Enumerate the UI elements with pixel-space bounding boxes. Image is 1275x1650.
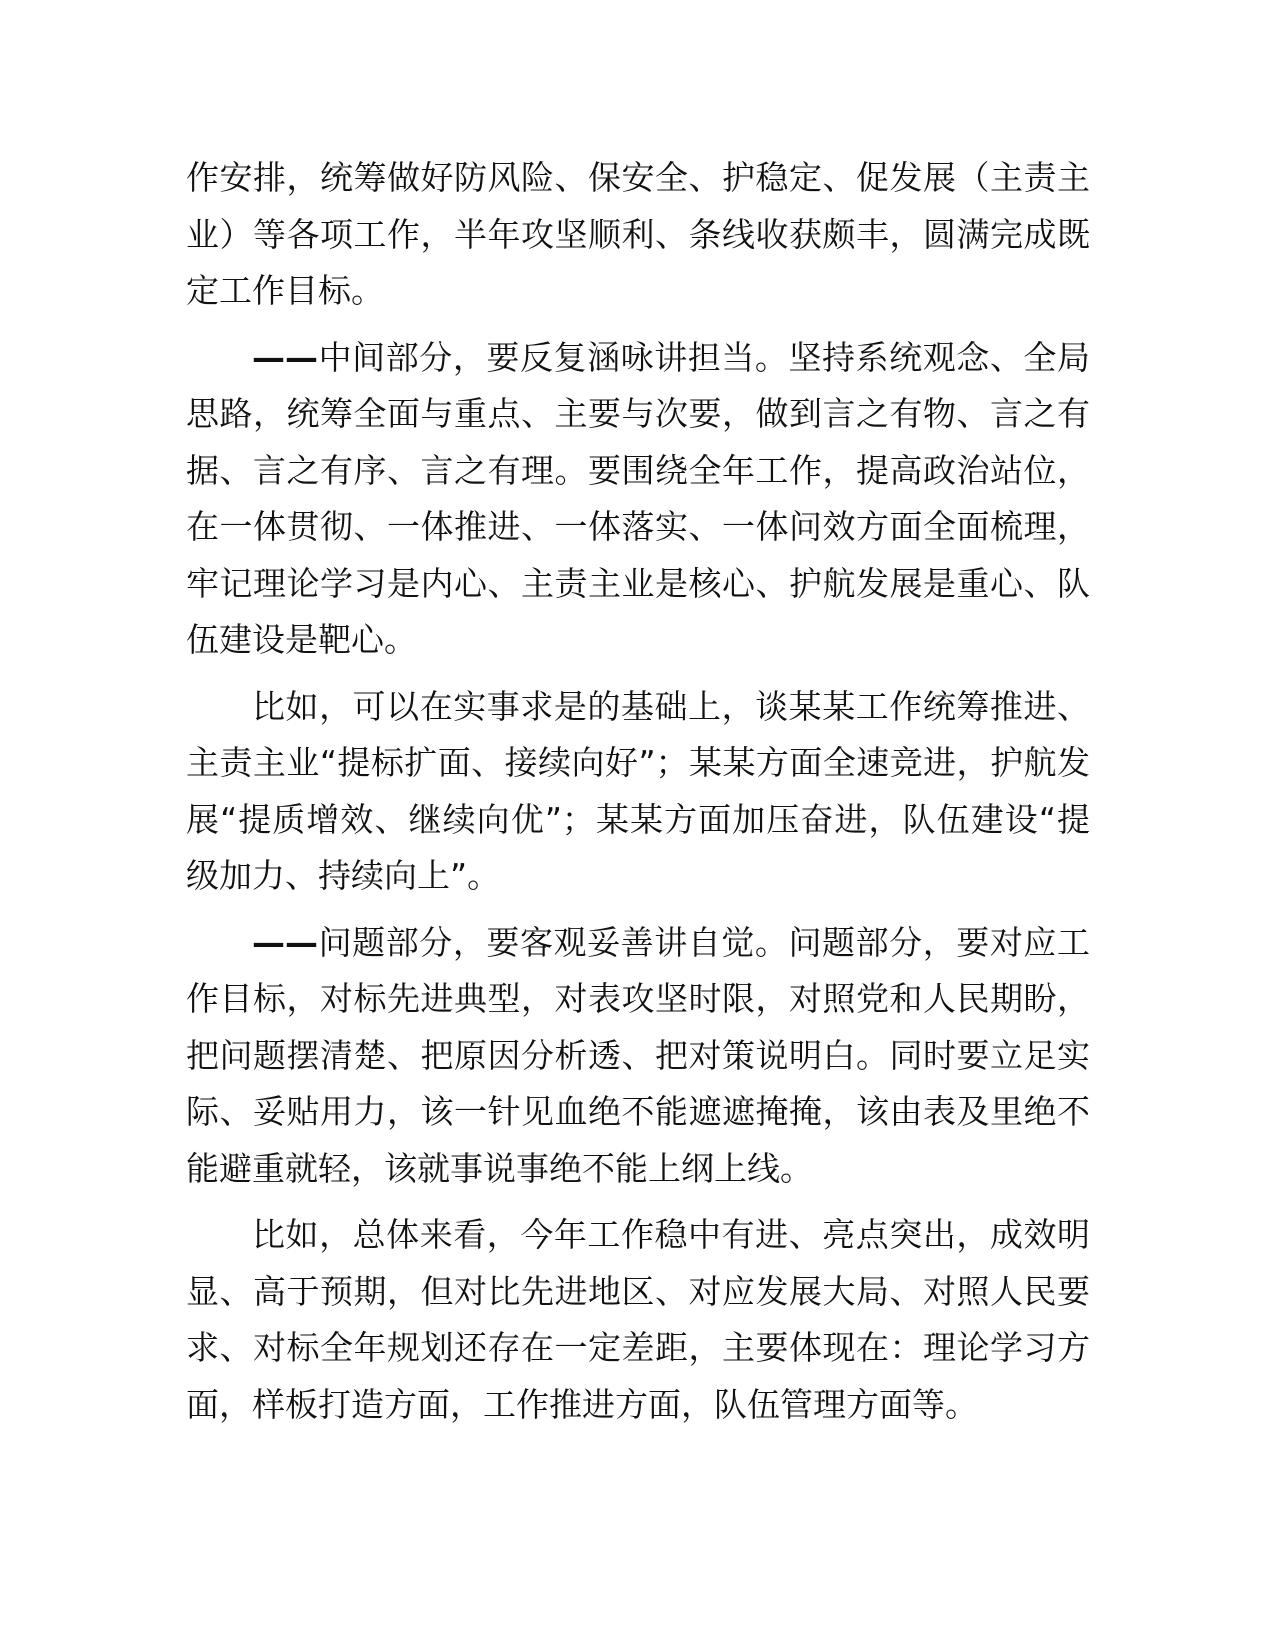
paragraph-text: 问题部分，要客观妥善讲自觉。问题部分，要对应工作目标，对标先进典型，对表攻坚时限，对照党和人民期盼，把问题摆清楚、把原因分析透、把对策说明白。同时要立足实际、妥贴用力，该一针见血绝不能遮遮掩掩，该由表及里绝不能避重就轻，该就事说事绝不能上纲上线。 [186,922,1090,1188]
paragraph-text: 中间部分，要反复涵咏讲担当。坚持系统观念、全局思路，统筹全面与重点、主要与次要，做到言之有物、言之有据、言之有序、言之有理。要围绕全年工作，提高政治站位，在一体贯彻、一体推进、一体落实、一体问效方面全面梳理，牢记理论学习是内心、主责主业是核心、护航发展是重心、队伍建设是靶心。 [186,337,1090,659]
em-dash-lead: —— [252,337,318,377]
paragraph-example-problem [186,1207,1090,1433]
paragraph-text: 比如，可以在实事求是的基础上，谈某某工作统筹推进、主责主业“提标扩面、接续向好”；某某方面全速竞进，护航发展“提质增效、继续向优”；某某方面加压奋进，队伍建设“提级加力、持续向上”。 [186,686,1090,895]
document-body [186,150,1090,1443]
paragraph-text: 比如，总体来看，今年工作稳中有进、亮点突出，成效明显、高于预期，但对比先进地区、对应发展大局、对照人民要求、对标全年规划还存在一定差距，主要体现在：理论学习方面，样板打造方面，工作推进方面，队伍管理方面等。 [186,1215,1090,1424]
paragraph-text: 作安排，统筹做好防风险、保安全、护稳定、促发展（主责主业）等各项工作，半年攻坚顺利、条线收获颇丰，圆满完成既定工作目标。 [186,158,1090,310]
paragraph-continuation [186,150,1090,320]
em-dash-lead: —— [252,922,318,962]
paragraph-example-middle [186,679,1090,905]
paragraph-middle-section [186,330,1090,669]
paragraph-problem-section [186,915,1090,1198]
